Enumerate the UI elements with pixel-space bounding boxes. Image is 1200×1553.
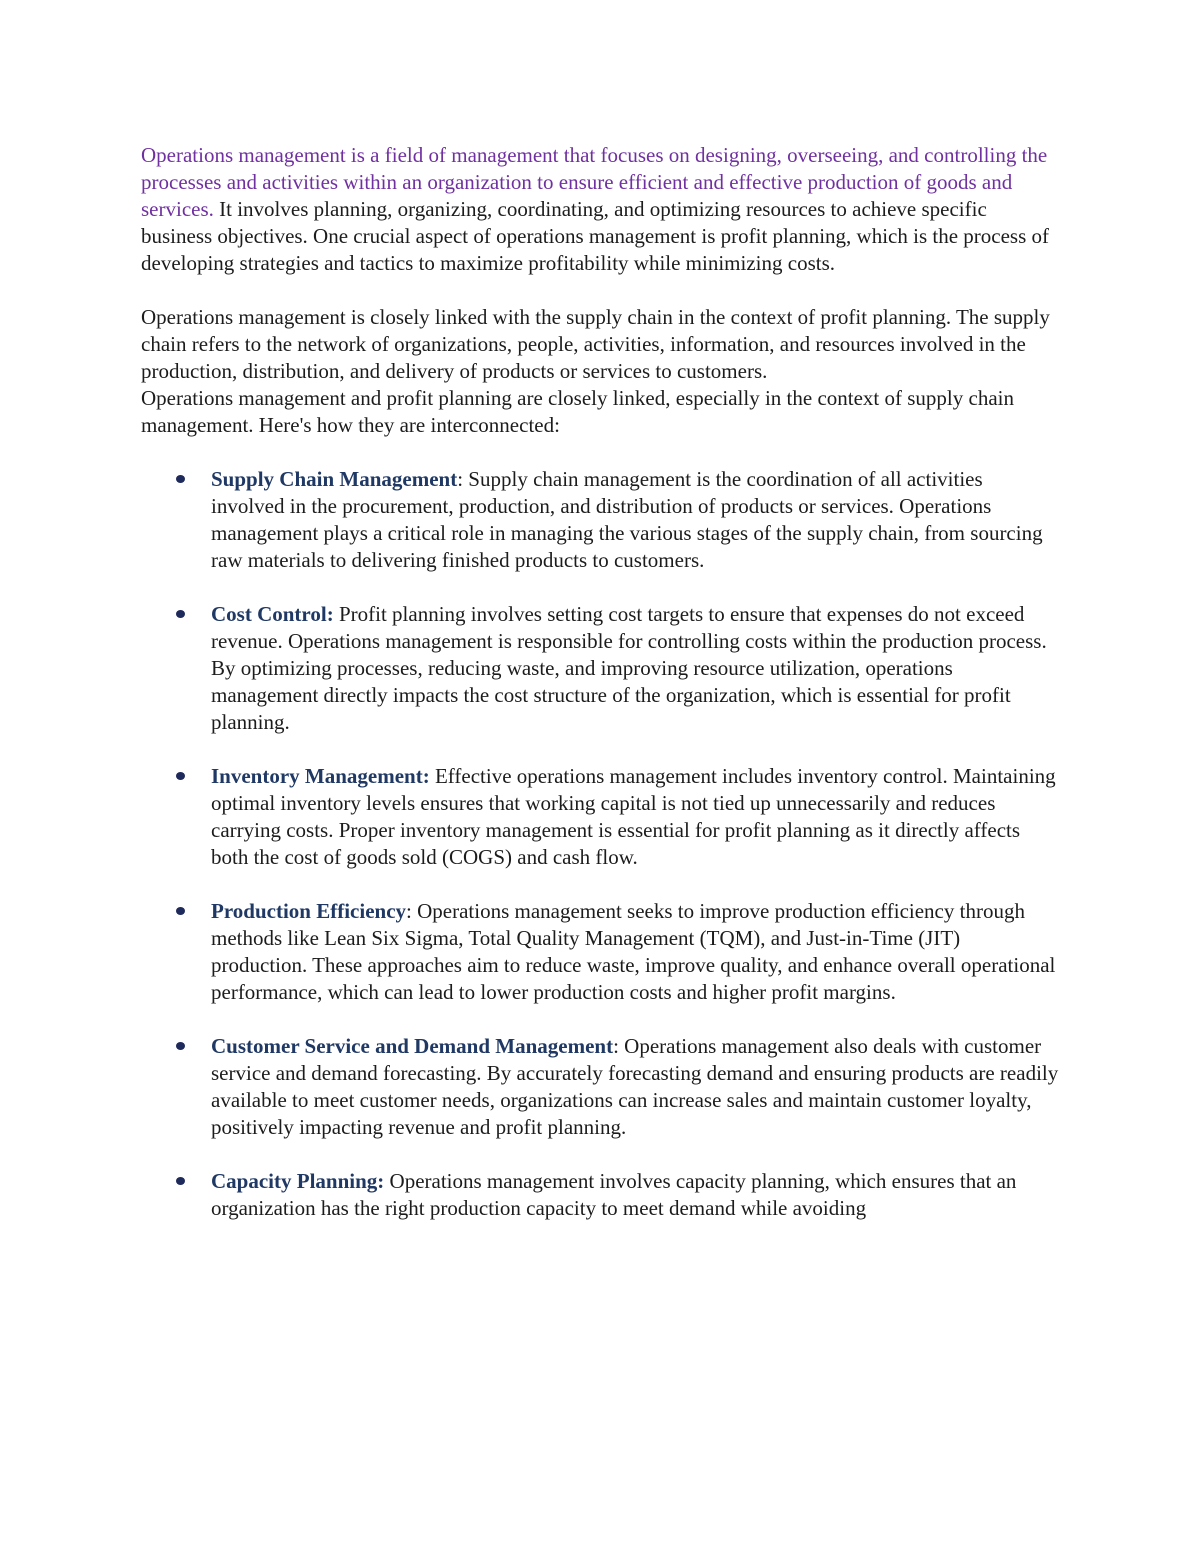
list-item [141, 898, 1061, 1006]
list-item [141, 601, 1061, 736]
list-item-text: Profit planning involves setting cost targets to ensure that expenses do not exceed revenue. Operations management is responsible for controlling costs within the production process. By optimizing processes, reducing waste, and improving resource utilization, operations management directly impacts the cost structure of the organization, which is essential for profit planning. [211, 602, 1047, 734]
bullet-icon [176, 1042, 185, 1050]
list-item-term: Cost Control: [211, 602, 334, 626]
list-item [141, 763, 1061, 871]
supply-chain-paragraph: Operations management is closely linked with the supply chain in the context of profit planning. The supply chain refers to the network of organizations, people, activities, information, and resources involved in the production, distribution, and delivery of products or services to customers. [141, 305, 1050, 383]
list-item-term: Customer Service and Demand Management [211, 1034, 614, 1058]
list-item-text: Effective operations management includes inventory control. Maintaining optimal inventory levels ensures that working capital is not tied up unnecessarily and reduces carrying costs. Proper inventory management is essential for profit planning as it directly affects both the cost of goods sold (COGS) and cash flow. [211, 764, 1056, 869]
bullet-icon [176, 610, 185, 618]
list-item-text: Operations management involves capacity planning, which ensures that an organization has the right production capacity to meet demand while avoiding [211, 1169, 1017, 1220]
list-item-text: : Operations management seeks to improve production efficiency through methods like Lean Six Sigma, Total Quality Management (TQM), and Just-in-Time (JIT) production. These approaches aim to reduce waste, improve quality, and enhance overall operational performance, which can lead to lower production costs and higher profit margins. [211, 899, 1056, 1004]
interconnection-list [141, 466, 1061, 1222]
list-item-term: Production Efficiency [211, 899, 407, 923]
bullet-icon [176, 907, 185, 915]
list-item [141, 1033, 1061, 1141]
bullet-icon [176, 772, 185, 780]
list-item-text: : Supply chain management is the coordination of all activities involved in the procurement, production, and distribution of products or services. Operations management plays a critical role in managing the various stages of the supply chain, from sourcing raw materials to delivering finished products to customers. [211, 467, 1043, 572]
bullet-icon [176, 475, 185, 483]
interconnection-paragraph: Operations management and profit planning are closely linked, especially in the context of supply chain management. Here's how they are interconnected: [141, 386, 1014, 437]
list-item-text: : Operations management also deals with customer service and demand forecasting. By accurately forecasting demand and ensuring products are readily available to meet customer needs, organizations can increase sales and maintain customer loyalty, positively impacting revenue and profit planning. [211, 1034, 1059, 1139]
list-item [141, 1168, 1061, 1222]
list-item-term: Supply Chain Management [211, 467, 458, 491]
list-item-term: Capacity Planning: [211, 1169, 385, 1193]
list-item [141, 466, 1061, 574]
list-item-term: Inventory Management: [211, 764, 430, 788]
intro-paragraph [141, 142, 1061, 277]
intro-body-text: It involves planning, organizing, coordinating, and optimizing resources to achieve specific business objectives. One crucial aspect of operations management is profit planning, which is the process of developing strategies and tactics to maximize profitability while minimizing costs. [141, 197, 1050, 275]
document-page [141, 142, 1061, 1222]
bullet-icon [176, 1177, 185, 1185]
intro-highlight-text: Operations management is a field of management that focuses on designing, overseeing, and controlling the processes and activities within an organization to ensure efficient and effective production of goods and services. [141, 143, 1048, 221]
